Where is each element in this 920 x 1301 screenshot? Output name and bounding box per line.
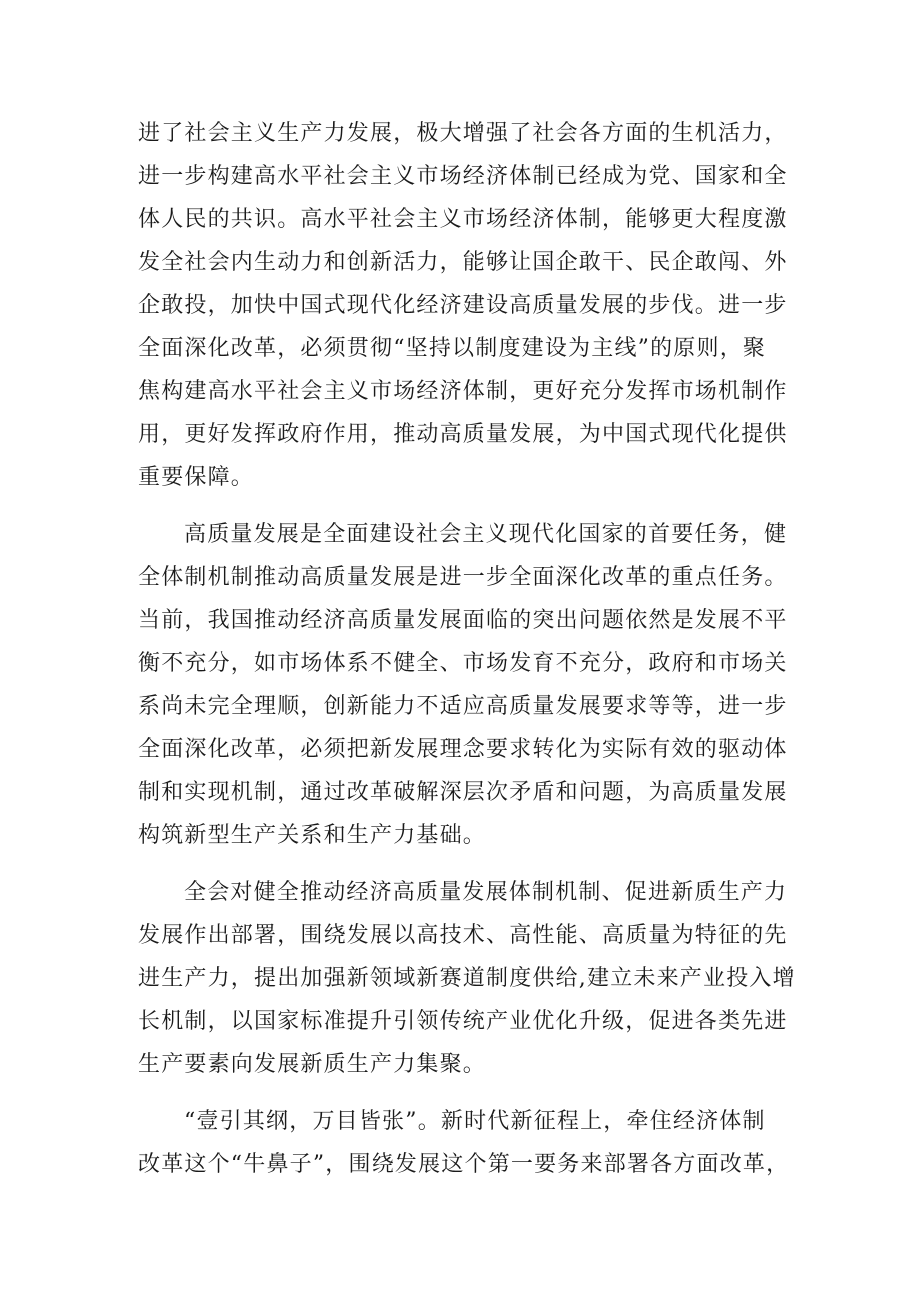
text-line: 全体制机制推动高质量发展是进一步全面深化改革的重点任务。 — [138, 565, 788, 590]
text-line: 进了社会主义生产力发展，极大增强了社会各方面的生机活力， — [138, 121, 788, 146]
text-line: 制和实现机制，通过改革破解深层次矛盾和问题，为高质量发展 — [138, 780, 788, 805]
paragraph-2 — [138, 513, 798, 857]
text-line: 全面深化改革，必须把新发展理念要求转化为实际有效的驱动体 — [138, 737, 788, 762]
text-line: 焦构建高水平社会主义市场经济体制，更好充分发挥市场机制作 — [138, 379, 788, 404]
text-line: 构筑新型生产关系和生产力基础。 — [138, 823, 487, 848]
text-line: 生产要素向发展新质生产力集聚。 — [138, 1052, 487, 1077]
text-line: 全会对健全推动经济高质量发展体制机制、促进新质生产力 — [184, 880, 788, 905]
text-line: 全面深化改革，必须贯彻“坚持以制度建设为主线”的原则，聚 — [138, 336, 767, 361]
text-line: 衡不充分，如市场体系不健全、市场发育不充分，政府和市场关 — [138, 651, 788, 676]
text-line: 长机制，以国家标准提升引领传统产业优化升级，促进各类先进 — [138, 1009, 788, 1034]
text-line: 系尚未完全理顺，创新能力不适应高质量发展要求等等，进一步 — [138, 694, 788, 719]
text-line: 改革这个“牛鼻子”，围绕发展这个第一要务来部署各方面改革， — [138, 1152, 790, 1177]
text-line: 高质量发展是全面建设社会主义现代化国家的首要任务，健 — [184, 522, 788, 547]
text-line: 当前，我国推动经济高质量发展面临的突出问题依然是发展不平 — [138, 608, 788, 633]
text-line: 体人民的共识。高水平社会主义市场经济体制，能够更大程度激 — [138, 207, 788, 232]
paragraph-3 — [138, 871, 798, 1086]
body-text — [138, 112, 798, 1186]
text-line: 进一步构建高水平社会主义市场经济体制已经成为党、国家和全 — [138, 164, 788, 189]
text-line: 发全社会内生动力和创新活力，能够让国企敢干、民企敢闯、外 — [138, 250, 788, 275]
paragraph-1 — [138, 112, 798, 499]
text-line: 企敢投，加快中国式现代化经济建设高质量发展的步伐。进一步 — [138, 293, 788, 318]
text-line: 用，更好发挥政府作用，推动高质量发展，为中国式现代化提供 — [138, 422, 788, 447]
text-line: 进生产力，提出加强新领域新赛道制度供给,建立未来产业投入增 — [138, 966, 796, 991]
text-line: 重要保障。 — [138, 465, 255, 490]
text-line: 发展作出部署，围绕发展以高技术、高性能、高质量为特征的先 — [138, 923, 788, 948]
paragraph-4 — [138, 1100, 798, 1186]
text-line: “壹引其纲，万目皆张”。新时代新征程上，牵住经济体制 — [184, 1109, 766, 1134]
